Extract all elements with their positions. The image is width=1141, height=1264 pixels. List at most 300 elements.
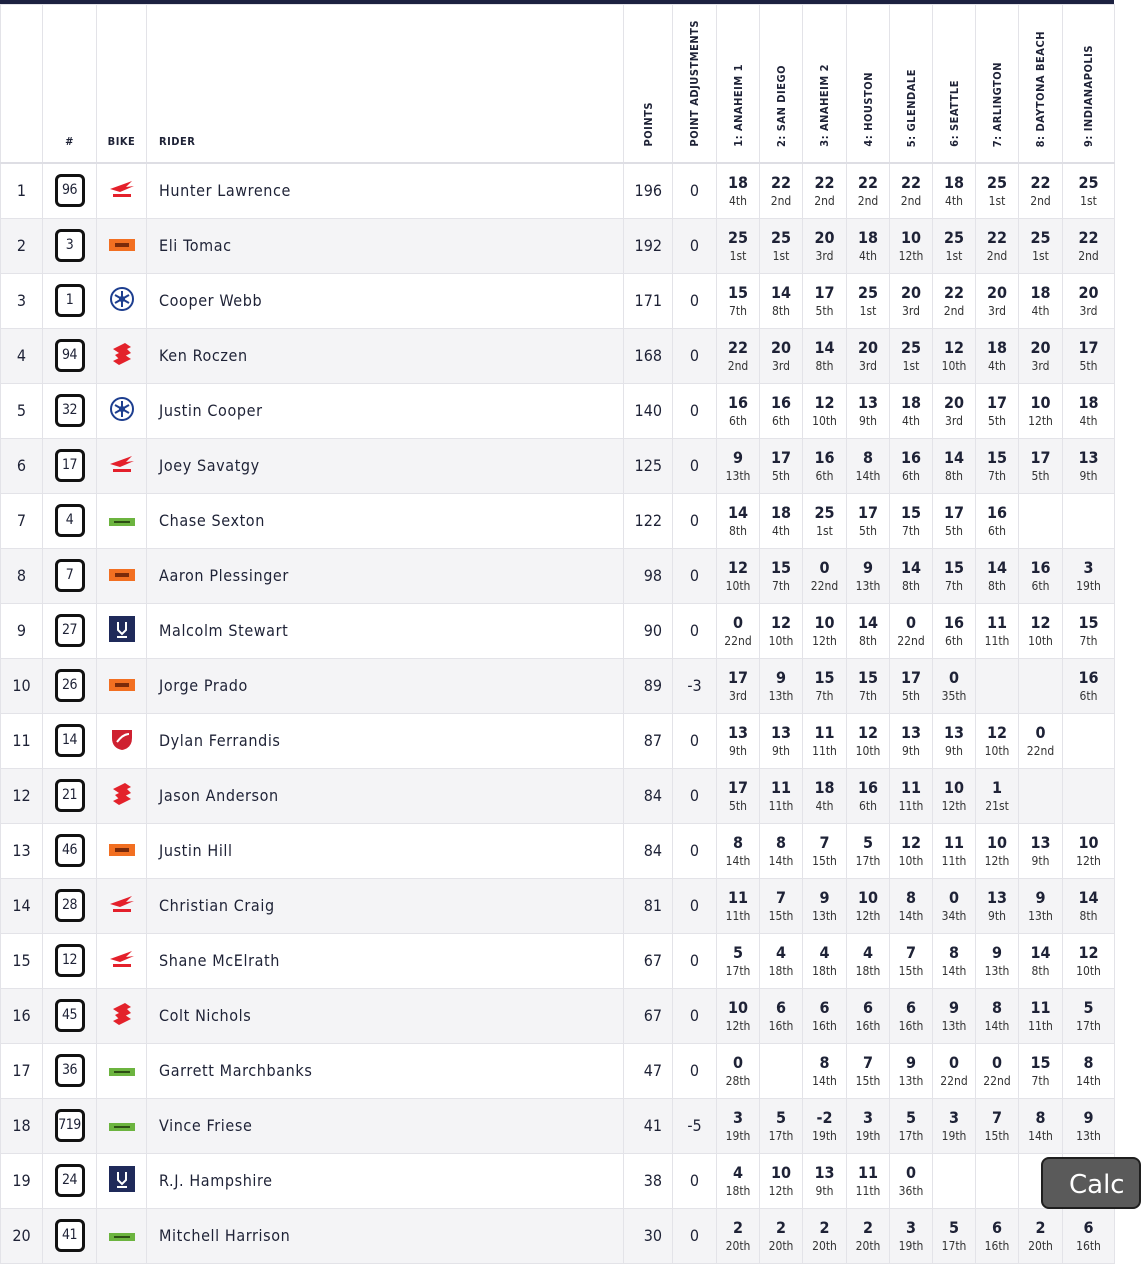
rider-number-cell: [43, 933, 97, 988]
race-finish: 2nd: [857, 194, 879, 209]
bike-cell: [97, 273, 147, 328]
rider-name[interactable]: Garrett Marchbanks: [147, 1043, 624, 1098]
race-points: 17: [814, 282, 835, 302]
race-result-cell: [760, 328, 803, 383]
race-result-cell: [933, 988, 976, 1043]
race-finish: 12th: [984, 853, 1010, 868]
race-finish: 8th: [772, 303, 790, 318]
race-points: 11: [727, 887, 749, 907]
race-points: 18: [1078, 392, 1099, 412]
yamaha-logo-icon: [109, 407, 135, 426]
position-cell: 2: [1, 218, 43, 273]
race-points: 10: [1078, 832, 1099, 852]
race-finish: 13th: [1028, 908, 1053, 923]
race-points: 10: [770, 1162, 792, 1182]
race-finish: 5th: [859, 523, 877, 538]
race-points: 11: [1030, 997, 1051, 1017]
table-row[interactable]: [1, 218, 1115, 273]
table-row[interactable]: [1, 988, 1115, 1043]
race-points: 9: [1083, 1107, 1094, 1127]
race-finish: 7th: [772, 578, 790, 593]
race-points: 5: [905, 1107, 916, 1127]
header-race-3[interactable]: 3: ANAHEIM 2: [803, 5, 847, 164]
table-row[interactable]: [1, 823, 1115, 878]
race-result-cell: [717, 1208, 760, 1263]
race-result-cell: [1063, 988, 1115, 1043]
race-result-cell: [933, 1043, 976, 1098]
race-finish: 18th: [768, 963, 794, 978]
table-row[interactable]: [1, 548, 1115, 603]
race-result-cell: [717, 988, 760, 1043]
race-result-cell: [847, 1208, 890, 1263]
race-finish: 2nd: [1030, 194, 1051, 209]
race-result-cell: [717, 383, 760, 438]
rider-name[interactable]: Justin Cooper: [147, 383, 624, 438]
race-result-cell: [717, 878, 760, 933]
header-race-2[interactable]: 2: SAN DIEGO: [760, 5, 803, 164]
race-finish: 15th: [768, 908, 794, 923]
bike-cell: [97, 988, 147, 1043]
race-result-cell: [1019, 383, 1063, 438]
rider-number-plate: 36: [55, 1054, 85, 1087]
rider-name[interactable]: Aaron Plessinger: [147, 548, 624, 603]
race-points: 2: [819, 1217, 830, 1237]
race-result-cell: [760, 1098, 803, 1153]
race-finish: 10th: [1028, 633, 1053, 648]
rider-name[interactable]: Colt Nichols: [147, 988, 624, 1043]
race-points: 18: [900, 392, 922, 412]
race-points: 9: [862, 557, 873, 577]
race-result-cell: [803, 328, 847, 383]
rider-number-cell: [43, 1153, 97, 1208]
race-result-cell: [1063, 438, 1115, 493]
race-result-cell: [803, 823, 847, 878]
race-finish: 6th: [859, 798, 877, 813]
race-result-cell: [933, 1208, 976, 1263]
race-finish: 6th: [815, 468, 834, 483]
race-result-cell: [1063, 383, 1115, 438]
rider-name[interactable]: Cooper Webb: [147, 273, 624, 328]
race-points: 16: [727, 392, 749, 412]
race-points: 14: [770, 282, 792, 302]
race-points: 17: [727, 777, 749, 797]
calculator-button[interactable]: Calc: [1041, 1157, 1141, 1209]
suzuki-logo-icon: [109, 1012, 135, 1031]
race-finish: 19th: [1076, 578, 1101, 593]
race-finish: 11th: [941, 853, 967, 868]
race-finish: 14th: [812, 1073, 837, 1088]
race-finish: 9th: [1031, 853, 1050, 868]
race-finish: 6th: [945, 633, 963, 648]
race-result-cell: [1019, 1208, 1063, 1263]
race-finish: 6th: [1031, 578, 1050, 593]
race-result-cell: [1063, 1098, 1115, 1153]
race-finish: 11th: [1028, 1018, 1053, 1033]
race-finish: 16th: [898, 1018, 924, 1033]
race-result-cell: [890, 768, 933, 823]
race-result-cell: [890, 218, 933, 273]
race-points: 22: [900, 172, 922, 192]
race-points: 10: [900, 227, 922, 247]
race-result-cell: [760, 603, 803, 658]
race-result-cell: [890, 548, 933, 603]
race-finish: 9th: [945, 743, 963, 758]
race-finish: 7th: [902, 523, 920, 538]
race-result-cell: [1019, 438, 1063, 493]
race-result-cell: [890, 163, 933, 218]
race-finish: 16th: [1076, 1238, 1101, 1253]
race-result-cell: [1063, 328, 1115, 383]
rider-number-plate: 26: [55, 669, 85, 702]
race-finish: 28th: [725, 1073, 751, 1088]
race-finish: 4th: [772, 523, 790, 538]
race-points: 4: [819, 942, 830, 962]
race-finish: 3rd: [859, 358, 877, 373]
position-cell: 6: [1, 438, 43, 493]
rider-name[interactable]: R.J. Hampshire: [147, 1153, 624, 1208]
bike-cell: [97, 218, 147, 273]
points-cell: 84: [624, 823, 673, 878]
race-points: 11: [770, 777, 792, 797]
race-points: 16: [943, 612, 965, 632]
table-row[interactable]: [1, 438, 1115, 493]
race-points: 7: [775, 887, 786, 907]
race-result-cell: [847, 1043, 890, 1098]
race-finish: 8th: [859, 633, 877, 648]
rider-number-cell: [43, 548, 97, 603]
position-cell: 3: [1, 273, 43, 328]
yamaha-logo-icon: [109, 297, 135, 316]
race-points: 6: [1083, 1217, 1094, 1237]
race-points: 12: [986, 722, 1008, 742]
rider-name[interactable]: Vince Friese: [147, 1098, 624, 1153]
header-race-6[interactable]: 6: SEATTLE: [933, 5, 976, 164]
race-result-cell: [760, 438, 803, 493]
race-points: 10: [814, 612, 835, 632]
race-points: 15: [727, 282, 749, 302]
rider-name[interactable]: Justin Hill: [147, 823, 624, 878]
point-adjustment-cell: 0: [673, 713, 717, 768]
race-points: 0: [732, 612, 743, 632]
ktm-logo-icon: [109, 236, 135, 255]
position-cell: 1: [1, 163, 43, 218]
race-points: 4: [732, 1162, 743, 1182]
race-points: 8: [948, 942, 959, 962]
rider-number-cell: [43, 218, 97, 273]
rider-name[interactable]: Eli Tomac: [147, 218, 624, 273]
race-points: 8: [991, 997, 1002, 1017]
points-cell: 125: [624, 438, 673, 493]
race-points: 18: [1030, 282, 1051, 302]
header-point-adjustments[interactable]: POINT ADJUSTMENTS: [673, 5, 717, 164]
race-result-cell: [890, 328, 933, 383]
table-row[interactable]: [1, 493, 1115, 548]
header-number[interactable]: #: [43, 5, 97, 164]
race-points: 22: [1078, 227, 1099, 247]
race-finish: 12th: [941, 798, 967, 813]
race-result-cell: [890, 823, 933, 878]
rider-name[interactable]: Jorge Prado: [147, 658, 624, 713]
race-points: 13: [814, 1162, 835, 1182]
rider-number-plate: 21: [55, 779, 85, 812]
race-result-cell: [890, 878, 933, 933]
race-points: 22: [770, 172, 792, 192]
race-points: 18: [727, 172, 749, 192]
bike-cell: [97, 1043, 147, 1098]
race-result-cell: [976, 823, 1019, 878]
table-row[interactable]: [1, 1153, 1115, 1208]
table-row[interactable]: [1, 328, 1115, 383]
race-finish: 12th: [725, 1018, 751, 1033]
rider-name[interactable]: Dylan Ferrandis: [147, 713, 624, 768]
position-cell: 15: [1, 933, 43, 988]
rider-number-plate: 46: [55, 834, 85, 867]
race-result-cell: [1019, 548, 1063, 603]
race-finish: 8th: [945, 468, 963, 483]
header-race-9[interactable]: 9: INDIANAPOLIS: [1063, 5, 1115, 164]
header-race-1[interactable]: 1: ANAHEIM 1: [717, 5, 760, 164]
race-points: 11: [900, 777, 922, 797]
table-row[interactable]: [1, 383, 1115, 438]
race-finish: 11th: [812, 743, 837, 758]
race-result-cell: [976, 658, 1019, 713]
race-points: 11: [986, 612, 1008, 632]
race-result-cell: [890, 1098, 933, 1153]
race-points: 10: [943, 777, 965, 797]
race-result-cell: [890, 988, 933, 1043]
rider-name[interactable]: Malcolm Stewart: [147, 603, 624, 658]
race-result-cell: [933, 768, 976, 823]
race-result-cell: [1063, 548, 1115, 603]
race-points: 17: [986, 392, 1008, 412]
race-result-cell: [803, 493, 847, 548]
race-finish: 10th: [941, 358, 967, 373]
rider-name[interactable]: Ken Roczen: [147, 328, 624, 383]
race-points: 25: [1078, 172, 1099, 192]
race-points: 15: [900, 502, 922, 522]
race-finish: 18th: [725, 1183, 751, 1198]
header-points[interactable]: POINTS: [624, 5, 673, 164]
bike-cell: [97, 823, 147, 878]
race-finish: 17th: [898, 1128, 924, 1143]
table-row[interactable]: [1, 603, 1115, 658]
rider-name[interactable]: Hunter Lawrence: [147, 163, 624, 218]
race-finish: 9th: [902, 743, 920, 758]
race-finish: 22nd: [724, 633, 752, 648]
points-cell: 84: [624, 768, 673, 823]
race-finish: 16th: [855, 1018, 881, 1033]
race-finish: 14th: [1076, 1073, 1101, 1088]
header-race-5[interactable]: 5: GLENDALE: [890, 5, 933, 164]
race-result-cell: [847, 823, 890, 878]
bike-cell: [97, 933, 147, 988]
race-points: 15: [857, 667, 879, 687]
table-row[interactable]: [1, 933, 1115, 988]
race-result-cell: [847, 713, 890, 768]
table-row[interactable]: [1, 1043, 1115, 1098]
race-result-cell: [717, 548, 760, 603]
race-points: 9: [732, 447, 743, 467]
race-finish: 13th: [725, 468, 751, 483]
race-points: 11: [857, 1162, 879, 1182]
race-result-cell: [717, 768, 760, 823]
race-finish: 17th: [1076, 1018, 1101, 1033]
header-rider[interactable]: RIDER: [147, 5, 624, 164]
kawasaki-logo-icon: [109, 1116, 135, 1135]
race-finish: 9th: [1079, 468, 1098, 483]
race-result-cell: [890, 1153, 933, 1208]
race-finish: 20th: [1028, 1238, 1053, 1253]
race-points: 6: [775, 997, 786, 1017]
rider-name[interactable]: Shane McElrath: [147, 933, 624, 988]
race-result-cell: [717, 603, 760, 658]
race-result-cell: [717, 163, 760, 218]
race-points: 14: [900, 557, 922, 577]
race-finish: 6th: [772, 413, 790, 428]
header-race-8[interactable]: 8: DAYTONA BEACH: [1019, 5, 1063, 164]
position-cell: 13: [1, 823, 43, 878]
race-result-cell: [933, 273, 976, 328]
race-points: 20: [857, 337, 879, 357]
race-result-cell: [1019, 658, 1063, 713]
race-result-cell: [1063, 878, 1115, 933]
race-result-cell: [847, 933, 890, 988]
race-finish: 20th: [855, 1238, 881, 1253]
race-points: 12: [770, 612, 792, 632]
race-finish: 19th: [855, 1128, 881, 1143]
race-points: 15: [943, 557, 965, 577]
points-cell: 89: [624, 658, 673, 713]
race-finish: 14th: [941, 963, 967, 978]
table-row[interactable]: [1, 878, 1115, 933]
rider-name[interactable]: Chase Sexton: [147, 493, 624, 548]
race-finish: 12th: [812, 633, 837, 648]
race-result-cell: [803, 163, 847, 218]
race-points: 9: [1035, 887, 1046, 907]
table-row[interactable]: [1, 273, 1115, 328]
race-points: 7: [905, 942, 916, 962]
rider-number-plate: 45: [55, 999, 85, 1032]
table-row[interactable]: [1, 713, 1115, 768]
position-cell: 17: [1, 1043, 43, 1098]
race-result-cell: [847, 273, 890, 328]
suzuki-logo-icon: [109, 352, 135, 371]
points-cell: 90: [624, 603, 673, 658]
race-result-cell: [1019, 878, 1063, 933]
point-adjustment-cell: 0: [673, 548, 717, 603]
race-points: 17: [1030, 447, 1051, 467]
rider-number-cell: [43, 823, 97, 878]
race-finish: 2nd: [814, 194, 835, 209]
race-finish: 5th: [729, 798, 747, 813]
race-points: 8: [1083, 1052, 1094, 1072]
header-row: [1, 5, 1115, 164]
race-points: 0: [905, 1162, 916, 1182]
table-row[interactable]: [1, 163, 1115, 218]
race-finish: 12th: [855, 908, 881, 923]
race-result-cell: [760, 713, 803, 768]
race-points: 11: [943, 832, 965, 852]
position-cell: 19: [1, 1153, 43, 1208]
race-points: 5: [862, 832, 873, 852]
race-result-cell: [760, 658, 803, 713]
race-points: 20: [900, 282, 922, 302]
race-result-cell: [803, 1153, 847, 1208]
race-finish: 9th: [988, 908, 1006, 923]
race-result-cell: [760, 768, 803, 823]
race-points: 16: [986, 502, 1008, 522]
rider-number-plate: 96: [55, 174, 85, 207]
race-result-cell: [976, 438, 1019, 493]
race-finish: 22nd: [1026, 743, 1055, 758]
position-cell: 4: [1, 328, 43, 383]
table-row[interactable]: [1, 1208, 1115, 1263]
race-finish: 4th: [729, 194, 747, 209]
race-finish: 20th: [768, 1238, 794, 1253]
race-result-cell: [1063, 218, 1115, 273]
rider-name[interactable]: Jason Anderson: [147, 768, 624, 823]
table-row[interactable]: [1, 658, 1115, 713]
bike-cell: [97, 658, 147, 713]
race-points: 15: [1030, 1052, 1051, 1072]
race-points: 5: [1083, 997, 1094, 1017]
race-result-cell: [1019, 768, 1063, 823]
rider-name[interactable]: Joey Savatgy: [147, 438, 624, 493]
rider-name[interactable]: Christian Craig: [147, 878, 624, 933]
header-race-4[interactable]: 4: HOUSTON: [847, 5, 890, 164]
race-points: 14: [986, 557, 1008, 577]
race-finish: 3rd: [1079, 303, 1098, 318]
points-cell: 140: [624, 383, 673, 438]
race-result-cell: [890, 493, 933, 548]
race-points: 9: [775, 667, 786, 687]
race-finish: 3rd: [815, 248, 834, 263]
table-row[interactable]: [1, 1098, 1115, 1153]
race-finish: 10th: [812, 413, 837, 428]
race-finish: 7th: [729, 303, 747, 318]
race-result-cell: [803, 658, 847, 713]
race-result-cell: [760, 383, 803, 438]
points-cell: 171: [624, 273, 673, 328]
rider-number-cell: [43, 768, 97, 823]
race-points: 14: [943, 447, 965, 467]
race-result-cell: [1063, 1043, 1115, 1098]
race-finish: 5th: [772, 468, 790, 483]
race-result-cell: [976, 163, 1019, 218]
race-result-cell: [847, 218, 890, 273]
race-points: 16: [1078, 667, 1099, 687]
race-result-cell: [847, 658, 890, 713]
race-result-cell: [803, 933, 847, 988]
race-result-cell: [847, 163, 890, 218]
rider-name[interactable]: Mitchell Harrison: [147, 1208, 624, 1263]
race-finish: 19th: [812, 1128, 837, 1143]
rider-number-cell: [43, 603, 97, 658]
rider-number-cell: [43, 328, 97, 383]
race-points: 14: [727, 502, 749, 522]
header-bike[interactable]: BIKE: [97, 5, 147, 164]
point-adjustment-cell: 0: [673, 163, 717, 218]
race-points: 22: [986, 227, 1008, 247]
kawasaki-logo-icon: [109, 1061, 135, 1080]
race-finish: 13th: [898, 1073, 924, 1088]
header-race-7[interactable]: 7: ARLINGTON: [976, 5, 1019, 164]
table-row[interactable]: [1, 768, 1115, 823]
point-adjustment-cell: 0: [673, 1043, 717, 1098]
race-finish: 4th: [815, 798, 834, 813]
race-points: 25: [727, 227, 749, 247]
position-cell: 11: [1, 713, 43, 768]
